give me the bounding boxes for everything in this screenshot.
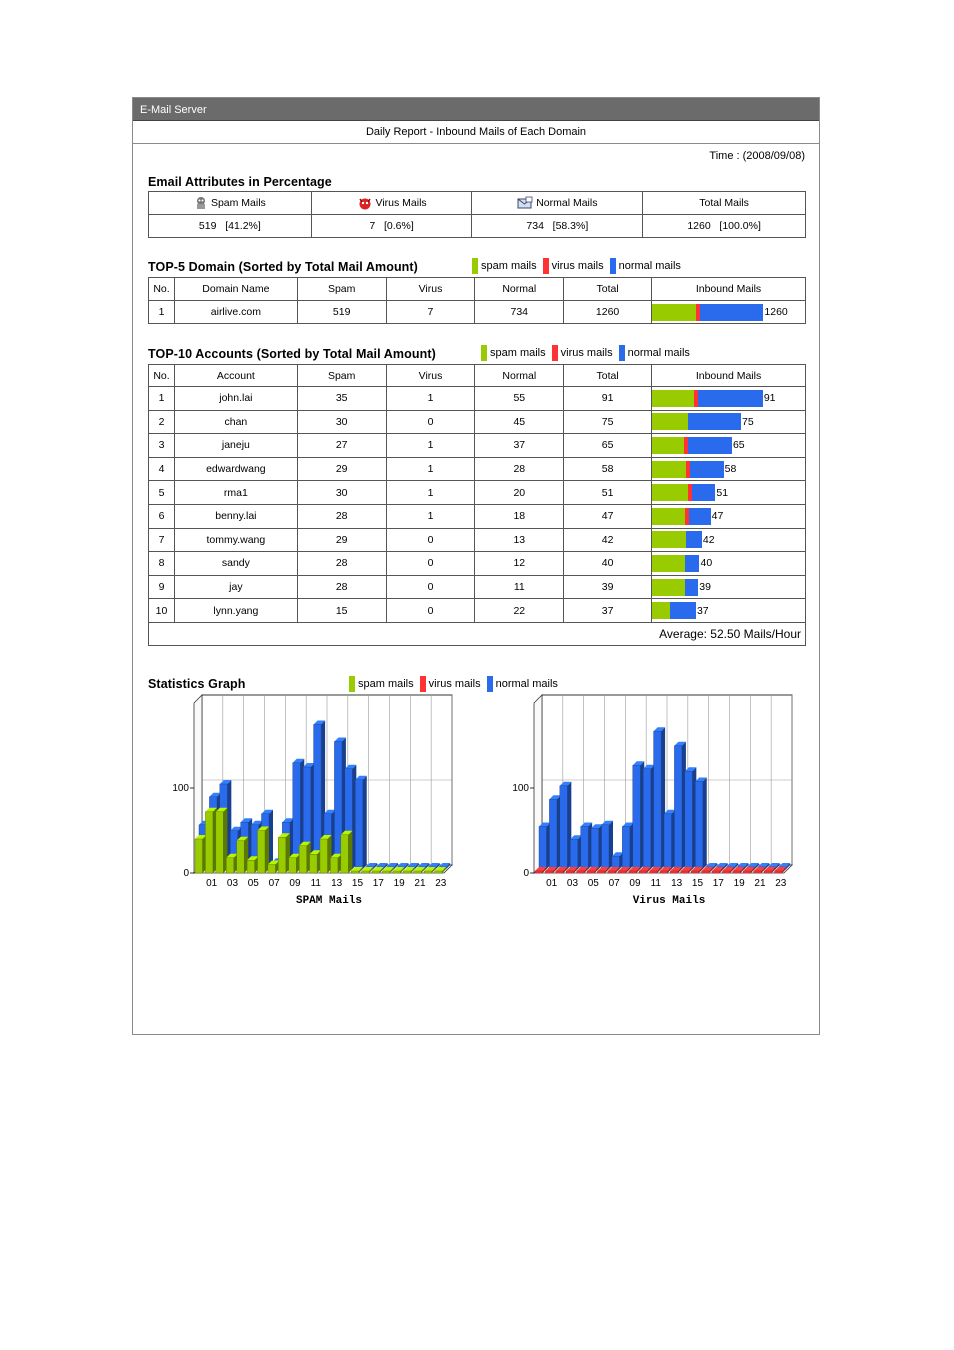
top5-legend bbox=[472, 258, 687, 274]
x-tick-label: 13 bbox=[331, 878, 343, 889]
bar bbox=[691, 871, 699, 873]
row-inbound-bar bbox=[652, 434, 806, 458]
row-total: 1260 bbox=[564, 301, 652, 324]
inbound-stacked-bar bbox=[652, 390, 805, 407]
spam-mails-header bbox=[149, 192, 312, 215]
bar-total-label: 1260 bbox=[764, 306, 788, 318]
row-no: 1 bbox=[149, 301, 175, 324]
legend-normal-label: normal mails bbox=[627, 347, 690, 359]
report-panel bbox=[132, 97, 820, 1035]
inbound-stacked-bar bbox=[652, 555, 805, 572]
bar-segment-spam bbox=[652, 413, 688, 430]
bar-side bbox=[348, 831, 352, 873]
legend-normal-label: normal mails bbox=[495, 678, 558, 690]
row-inbound-bar bbox=[652, 552, 806, 576]
row-name: tommy.wang bbox=[174, 528, 297, 552]
spam-mails-chart bbox=[168, 693, 478, 913]
inbound-stacked-bar bbox=[652, 461, 805, 478]
bar-segment-normal bbox=[698, 390, 763, 407]
row-total: 47 bbox=[564, 504, 652, 528]
row-no: 10 bbox=[149, 599, 175, 623]
bar-segment-spam bbox=[652, 461, 686, 478]
bar bbox=[702, 871, 710, 873]
virus-mails-value: 7 [0.6%] bbox=[311, 215, 472, 238]
virus-mails-label: Virus Mails bbox=[375, 196, 427, 209]
legend-virus-label: virus mails bbox=[560, 347, 613, 359]
attributes-table bbox=[148, 191, 806, 238]
bar bbox=[723, 871, 731, 873]
bar-segment-spam bbox=[652, 304, 696, 321]
bar-segment-normal bbox=[670, 602, 696, 619]
y-tick-label: 0 bbox=[183, 868, 189, 879]
table-row bbox=[149, 457, 806, 481]
bar bbox=[556, 871, 564, 873]
row-name: edwardwang bbox=[174, 457, 297, 481]
x-tick-label: 21 bbox=[414, 878, 426, 889]
row-spam: 30 bbox=[297, 410, 386, 434]
x-tick-label: 03 bbox=[566, 878, 579, 889]
bar-segment-spam bbox=[652, 531, 686, 548]
report-time: Time : (2008/09/08) bbox=[709, 150, 805, 162]
bar-segment-normal bbox=[686, 531, 701, 548]
row-name: rma1 bbox=[174, 481, 297, 505]
bar bbox=[226, 858, 234, 873]
row-name: benny.lai bbox=[174, 504, 297, 528]
bar bbox=[775, 871, 783, 873]
row-spam: 519 bbox=[297, 301, 386, 324]
row-normal: 18 bbox=[475, 504, 564, 528]
bar bbox=[650, 871, 658, 873]
bar-segment-spam bbox=[652, 602, 670, 619]
col-no: No. bbox=[149, 278, 175, 301]
row-virus: 0 bbox=[386, 599, 475, 623]
bar bbox=[664, 814, 672, 869]
bar-segment-normal bbox=[690, 461, 723, 478]
total-mails-value: 1260 [100.0%] bbox=[643, 215, 806, 238]
bar-segment-normal bbox=[688, 413, 741, 430]
bar bbox=[618, 871, 626, 873]
stats-legend bbox=[349, 676, 564, 692]
row-spam: 27 bbox=[297, 434, 386, 458]
bar bbox=[372, 871, 380, 873]
legend-virus-label: virus mails bbox=[551, 260, 604, 272]
row-inbound-bar bbox=[652, 575, 806, 599]
x-tick-label: 09 bbox=[629, 878, 641, 889]
x-tick-label: 17 bbox=[712, 878, 724, 889]
x-tick-label: 17 bbox=[372, 878, 384, 889]
x-tick-label: 05 bbox=[247, 878, 259, 889]
legend-normal-label: normal mails bbox=[618, 260, 681, 272]
col-virus: Virus bbox=[386, 278, 475, 301]
x-tick-label: 11 bbox=[650, 878, 661, 889]
row-inbound-bar bbox=[652, 457, 806, 481]
row-inbound-bar bbox=[652, 387, 806, 411]
inbound-stacked-bar bbox=[652, 579, 805, 596]
row-virus: 1 bbox=[386, 481, 475, 505]
x-tick-label: 23 bbox=[435, 878, 447, 889]
row-no: 1 bbox=[149, 387, 175, 411]
bar bbox=[247, 860, 255, 873]
bar bbox=[695, 781, 703, 869]
col-virus: Virus bbox=[386, 365, 475, 387]
row-virus: 0 bbox=[386, 575, 475, 599]
virus-mails-chart bbox=[508, 693, 818, 913]
bar bbox=[587, 871, 595, 873]
bar-side bbox=[703, 777, 707, 869]
virus-icon bbox=[357, 196, 373, 210]
bar-side bbox=[269, 810, 273, 869]
row-total: 37 bbox=[564, 599, 652, 623]
x-tick-label: 11 bbox=[310, 878, 321, 889]
inbound-stacked-bar bbox=[652, 437, 805, 454]
total-mails-header: Total Mails bbox=[643, 192, 806, 215]
table-row bbox=[149, 387, 806, 411]
bar bbox=[608, 871, 616, 873]
bar-segment-spam bbox=[652, 555, 685, 572]
bar bbox=[258, 831, 266, 874]
legend-spam-label: spam mails bbox=[481, 260, 537, 272]
bar-segment-spam bbox=[652, 437, 684, 454]
bar bbox=[685, 771, 693, 869]
bar-segment-spam bbox=[652, 484, 688, 501]
row-name: chan bbox=[174, 410, 297, 434]
average-label: Average: 52.50 Mails/Hour bbox=[149, 622, 806, 645]
x-tick-label: 21 bbox=[754, 878, 766, 889]
x-tick-label: 03 bbox=[226, 878, 239, 889]
legend-virus-label: virus mails bbox=[428, 678, 481, 690]
row-virus: 0 bbox=[386, 410, 475, 434]
row-no: 8 bbox=[149, 552, 175, 576]
bar-total-label: 39 bbox=[699, 581, 711, 594]
col-inbound: Inbound Mails bbox=[652, 365, 806, 387]
bar bbox=[670, 871, 678, 873]
row-inbound-bar bbox=[652, 599, 806, 623]
row-inbound-bar bbox=[652, 301, 806, 324]
table-row bbox=[149, 481, 806, 505]
bar bbox=[310, 854, 318, 873]
row-inbound-bar bbox=[652, 410, 806, 434]
row-normal: 37 bbox=[475, 434, 564, 458]
bar bbox=[330, 858, 338, 873]
bar bbox=[591, 828, 599, 869]
bar bbox=[598, 871, 606, 873]
row-normal: 13 bbox=[475, 528, 564, 552]
bar-total-label: 65 bbox=[732, 439, 745, 452]
row-normal: 45 bbox=[475, 410, 564, 434]
chart-title: SPAM Mails bbox=[295, 895, 363, 907]
y-tick-label: 0 bbox=[523, 868, 529, 879]
chart-title: Virus Mails bbox=[632, 895, 706, 907]
row-name: lynn.yang bbox=[174, 599, 297, 623]
bar-segment-normal bbox=[685, 555, 699, 572]
bar bbox=[268, 865, 276, 874]
bar bbox=[341, 835, 349, 873]
bar-total-label: 47 bbox=[711, 510, 724, 523]
bar bbox=[195, 839, 203, 873]
row-virus: 0 bbox=[386, 528, 475, 552]
legend-normal-swatch bbox=[610, 258, 616, 274]
virus-mails-header bbox=[311, 192, 472, 215]
y-tick-label: 100 bbox=[172, 783, 189, 794]
top10-table bbox=[148, 364, 806, 646]
bar bbox=[216, 812, 224, 873]
normal-mails-header bbox=[472, 192, 643, 215]
y-tick-label: 100 bbox=[512, 783, 529, 794]
inbound-stacked-bar bbox=[652, 484, 805, 501]
inbound-stacked-bar bbox=[652, 508, 805, 525]
bar bbox=[545, 871, 553, 873]
table-row bbox=[149, 410, 806, 434]
bar-segment-spam bbox=[652, 579, 685, 596]
row-name: janeju bbox=[174, 434, 297, 458]
bar-total-label: 37 bbox=[696, 604, 709, 617]
bar bbox=[660, 871, 668, 873]
legend-virus-swatch bbox=[543, 258, 549, 274]
bar bbox=[424, 871, 432, 873]
bar bbox=[733, 871, 741, 873]
stats-title: Statistics Graph bbox=[148, 677, 246, 691]
legend-spam-label: spam mails bbox=[490, 347, 546, 359]
inbound-stacked-bar bbox=[652, 413, 805, 430]
row-spam: 28 bbox=[297, 575, 386, 599]
bar bbox=[383, 871, 391, 873]
row-total: 51 bbox=[564, 481, 652, 505]
bar bbox=[320, 839, 328, 873]
attributes-title: Email Attributes in Percentage bbox=[148, 175, 332, 189]
table-row bbox=[149, 434, 806, 458]
col-spam: Spam bbox=[297, 365, 386, 387]
average-row bbox=[149, 622, 806, 645]
row-inbound-bar bbox=[652, 528, 806, 552]
bar bbox=[577, 871, 585, 873]
col-total: Total bbox=[564, 365, 652, 387]
col-normal: Normal bbox=[475, 278, 564, 301]
bar bbox=[355, 780, 363, 869]
bar bbox=[362, 871, 370, 873]
row-name: john.lai bbox=[174, 387, 297, 411]
bar bbox=[674, 746, 682, 869]
row-spam: 15 bbox=[297, 599, 386, 623]
x-tick-label: 07 bbox=[268, 878, 280, 889]
top5-table bbox=[148, 277, 806, 324]
top10-title: TOP-10 Accounts (Sorted by Total Mail Amount) bbox=[148, 347, 436, 361]
row-spam: 29 bbox=[297, 457, 386, 481]
row-name: jay bbox=[174, 575, 297, 599]
table-row bbox=[149, 301, 806, 324]
row-virus: 0 bbox=[386, 552, 475, 576]
x-tick-label: 09 bbox=[289, 878, 301, 889]
row-spam: 35 bbox=[297, 387, 386, 411]
col-inbound: Inbound Mails bbox=[652, 278, 806, 301]
col-total: Total bbox=[564, 278, 652, 301]
inbound-stacked-bar bbox=[652, 531, 805, 548]
bar-segment-normal bbox=[688, 437, 732, 454]
row-no: 4 bbox=[149, 457, 175, 481]
bar bbox=[764, 871, 772, 873]
row-total: 58 bbox=[564, 457, 652, 481]
bar bbox=[570, 839, 578, 869]
legend-spam-swatch bbox=[349, 676, 355, 692]
table-row bbox=[149, 528, 806, 552]
bar bbox=[622, 827, 630, 870]
row-no: 2 bbox=[149, 410, 175, 434]
spam-mails-value: 519 [41.2%] bbox=[149, 215, 312, 238]
bar bbox=[712, 871, 720, 873]
bar bbox=[602, 825, 610, 869]
bar-total-label: 51 bbox=[716, 486, 729, 499]
bar bbox=[754, 871, 762, 873]
col-account: Account bbox=[174, 365, 297, 387]
bar bbox=[351, 871, 359, 873]
row-total: 91 bbox=[564, 387, 652, 411]
row-normal: 22 bbox=[475, 599, 564, 623]
bar bbox=[643, 769, 651, 869]
row-name: sandy bbox=[174, 552, 297, 576]
bar bbox=[435, 871, 443, 873]
legend-normal-swatch bbox=[487, 676, 493, 692]
bar-total-label: 58 bbox=[724, 463, 737, 476]
row-spam: 28 bbox=[297, 504, 386, 528]
normal-mail-icon bbox=[517, 196, 533, 210]
bar bbox=[566, 871, 574, 873]
bar bbox=[581, 827, 589, 870]
col-domain: Domain Name bbox=[174, 278, 297, 301]
legend-normal-swatch bbox=[619, 345, 625, 361]
bar-segment-normal bbox=[689, 508, 710, 525]
bar bbox=[403, 871, 411, 873]
x-tick-label: 15 bbox=[351, 878, 364, 889]
bar bbox=[205, 812, 213, 873]
bar-total-label: 91 bbox=[763, 392, 776, 405]
row-normal: 12 bbox=[475, 552, 564, 576]
bar bbox=[299, 846, 307, 873]
x-tick-label: 15 bbox=[691, 878, 704, 889]
row-normal: 20 bbox=[475, 481, 564, 505]
col-spam: Spam bbox=[297, 278, 386, 301]
row-normal: 11 bbox=[475, 575, 564, 599]
x-tick-label: 01 bbox=[206, 878, 218, 889]
row-inbound-bar bbox=[652, 481, 806, 505]
row-spam: 30 bbox=[297, 481, 386, 505]
col-normal: Normal bbox=[475, 365, 564, 387]
row-inbound-bar bbox=[652, 504, 806, 528]
table-row bbox=[149, 552, 806, 576]
bar bbox=[654, 731, 662, 869]
bar bbox=[539, 827, 547, 870]
report-subtitle: Daily Report - Inbound Mails of Each Domain bbox=[133, 121, 819, 144]
row-no: 6 bbox=[149, 504, 175, 528]
row-total: 40 bbox=[564, 552, 652, 576]
x-tick-label: 19 bbox=[393, 878, 405, 889]
row-virus: 1 bbox=[386, 504, 475, 528]
row-normal: 734 bbox=[475, 301, 564, 324]
legend-spam-swatch bbox=[481, 345, 487, 361]
bar-total-label: 75 bbox=[742, 415, 754, 428]
x-tick-label: 07 bbox=[608, 878, 620, 889]
x-tick-label: 01 bbox=[546, 878, 558, 889]
legend-spam-swatch bbox=[472, 258, 478, 274]
bar bbox=[414, 871, 422, 873]
spam-icon bbox=[194, 196, 208, 210]
legend-virus-swatch bbox=[420, 676, 426, 692]
x-tick-label: 05 bbox=[587, 878, 599, 889]
legend-virus-swatch bbox=[552, 345, 558, 361]
bar-segment-normal bbox=[685, 579, 698, 596]
row-normal: 55 bbox=[475, 387, 564, 411]
normal-mails-label: Normal Mails bbox=[536, 196, 598, 209]
top10-legend bbox=[481, 345, 696, 361]
row-virus: 1 bbox=[386, 434, 475, 458]
bar-segment-normal bbox=[700, 304, 763, 321]
bar-segment-normal bbox=[692, 484, 716, 501]
x-tick-label: 23 bbox=[775, 878, 787, 889]
row-total: 75 bbox=[564, 410, 652, 434]
top5-header-row bbox=[149, 278, 806, 301]
bar bbox=[633, 765, 641, 869]
bar bbox=[237, 841, 245, 873]
row-no: 9 bbox=[149, 575, 175, 599]
x-tick-label: 19 bbox=[733, 878, 745, 889]
bar bbox=[549, 799, 557, 869]
row-normal: 28 bbox=[475, 457, 564, 481]
bar bbox=[393, 871, 401, 873]
bar bbox=[743, 871, 751, 873]
bar-segment-spam bbox=[652, 508, 685, 525]
bar-side bbox=[363, 776, 367, 869]
top10-header-row bbox=[149, 365, 806, 387]
bar-total-label: 42 bbox=[702, 533, 715, 546]
table-row bbox=[149, 599, 806, 623]
bar bbox=[560, 786, 568, 869]
row-spam: 28 bbox=[297, 552, 386, 576]
col-no: No. bbox=[149, 365, 175, 387]
table-row bbox=[149, 575, 806, 599]
bar bbox=[535, 871, 543, 873]
bar-total-label: 40 bbox=[700, 557, 713, 570]
bar bbox=[278, 837, 286, 873]
top5-title: TOP-5 Domain (Sorted by Total Mail Amount) bbox=[148, 260, 418, 274]
inbound-stacked-bar bbox=[652, 602, 805, 619]
row-virus: 1 bbox=[386, 387, 475, 411]
bar bbox=[629, 871, 637, 873]
legend-spam-label: spam mails bbox=[358, 678, 414, 690]
normal-mails-value: 734 [58.3%] bbox=[472, 215, 643, 238]
table-row bbox=[149, 504, 806, 528]
spam-mails-label: Spam Mails bbox=[210, 196, 266, 209]
row-total: 39 bbox=[564, 575, 652, 599]
bar bbox=[289, 858, 297, 873]
bar bbox=[681, 871, 689, 873]
row-no: 5 bbox=[149, 481, 175, 505]
bar bbox=[639, 871, 647, 873]
row-virus: 7 bbox=[386, 301, 475, 324]
row-spam: 29 bbox=[297, 528, 386, 552]
bar-segment-spam bbox=[652, 390, 694, 407]
inbound-stacked-bar bbox=[652, 304, 805, 321]
window-title: E-Mail Server bbox=[133, 98, 819, 121]
row-total: 42 bbox=[564, 528, 652, 552]
row-virus: 1 bbox=[386, 457, 475, 481]
x-tick-label: 13 bbox=[671, 878, 683, 889]
row-no: 3 bbox=[149, 434, 175, 458]
row-no: 7 bbox=[149, 528, 175, 552]
row-name: airlive.com bbox=[174, 301, 297, 324]
row-total: 65 bbox=[564, 434, 652, 458]
